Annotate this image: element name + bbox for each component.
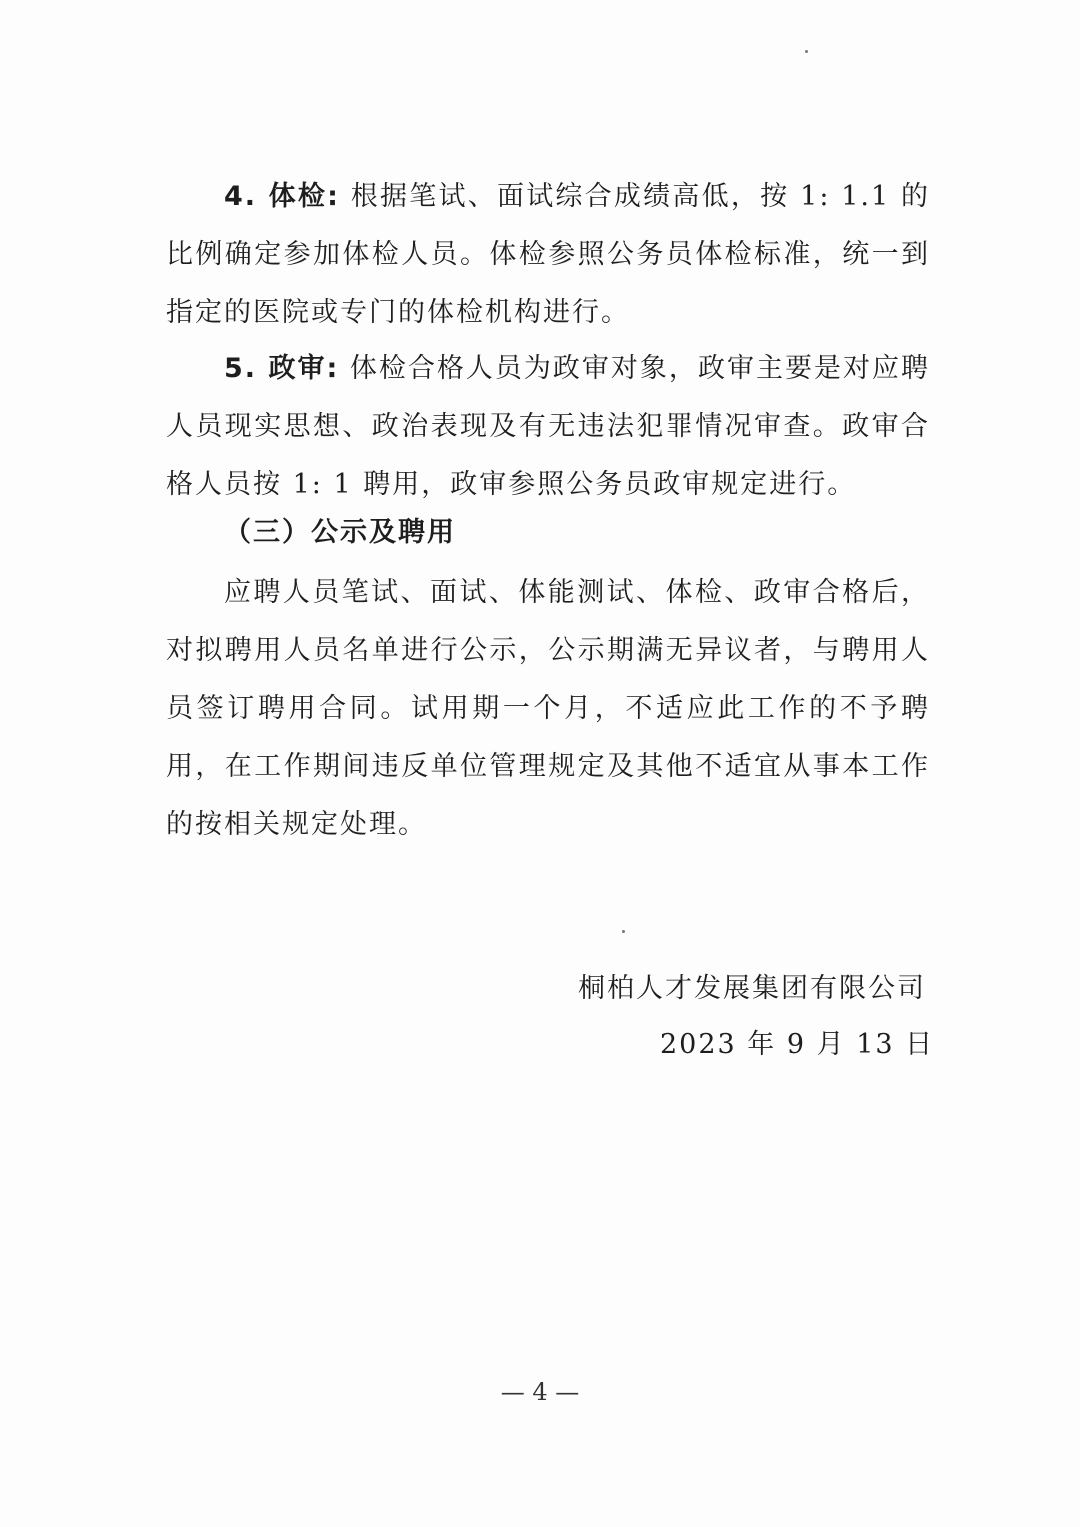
section-item-5 <box>166 340 930 514</box>
signature-date: 2023 年 9 月 13 日 <box>660 1029 935 1060</box>
item-4-label: 4. 体检: <box>224 181 340 212</box>
section-publicity-paragraph <box>166 564 930 854</box>
page-number: — 4 — <box>500 1378 580 1406</box>
section-heading-3 <box>166 504 930 562</box>
item-5-text: 体检合格人员为政审对象，政审主要是对应聘人员现实思想、政治表现及有无违法犯罪情况审查。政审合格人员按 1: 1 聘用，政审参照公务员政审规定进行。 <box>166 353 930 500</box>
item-5-label: 5. 政审: <box>224 353 340 384</box>
scan-speck <box>622 930 625 933</box>
heading-publicity-employment: （三）公示及聘用 <box>224 517 456 548</box>
signature-company: 桐柏人才发展集团有限公司 <box>578 973 926 1004</box>
scan-speck <box>805 50 808 53</box>
section-item-4 <box>166 168 930 342</box>
item-4-text: 根据笔试、面试综合成绩高低，按 1: 1.1 的比例确定参加体检人员。体检参照公务员体检标准，统一到指定的医院或专门的体检机构进行。 <box>166 181 930 328</box>
publicity-paragraph: 应聘人员笔试、面试、体能测试、体检、政审合格后，对拟聘用人员名单进行公示，公示期满无异议者，与聘用人员签订聘用合同。试用期一个月，不适应此工作的不予聘用，在工作期间违反单位管理规定及其他不适宜从事本工作的按相关规定处理。 <box>166 577 930 840</box>
